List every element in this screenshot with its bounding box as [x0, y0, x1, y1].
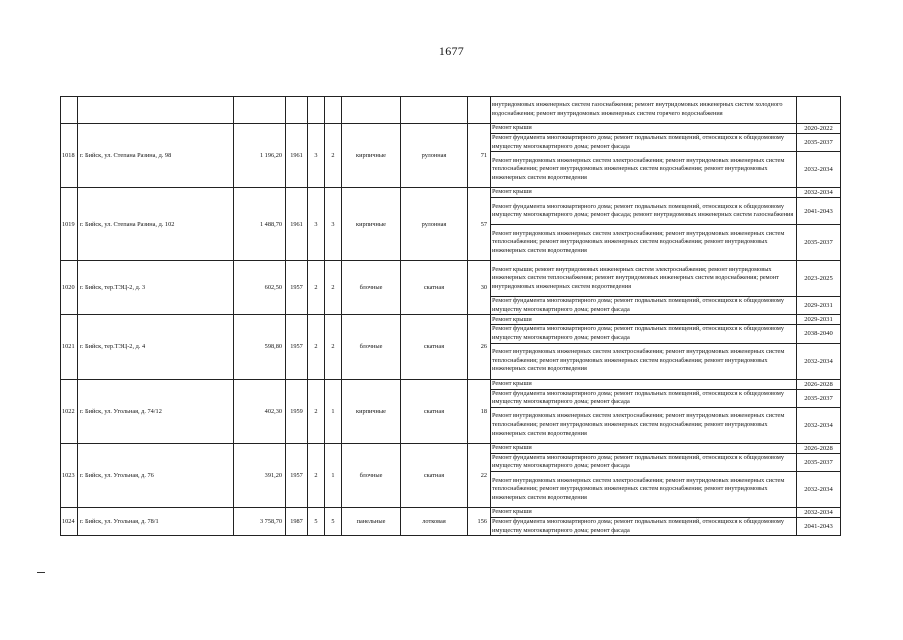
work-period: 2029-2031 [797, 297, 841, 315]
resident-count: 26 [468, 315, 491, 379]
work-period: 2026-2028 [797, 379, 841, 389]
work-description: Ремонт внутридомовых инженерных систем электроснабжения; ремонт внутридомовых инженерных систем теплоснабжения; ремонт внутридомовых инженерных систем водоснабжения; ремонт внутридомовых инженерных систем водоотведения [491, 152, 797, 188]
building-address: г. Бийск, ул. Степана Разина, д. 98 [78, 124, 234, 188]
table-row [61, 315, 841, 325]
floor-count: 3 [308, 188, 325, 261]
work-period: 2035-2037 [797, 225, 841, 261]
construction-year: 1959 [286, 379, 308, 443]
resident-count: 18 [468, 379, 491, 443]
empty-cell [286, 97, 308, 124]
margin-mark [37, 572, 45, 573]
empty-cell [401, 97, 468, 124]
construction-year: 1957 [286, 261, 308, 315]
work-period: 2032-2034 [797, 343, 841, 379]
work-description: Ремонт фундамента многоквартирного дома; ремонт подвальных помещений, относящихся к общедомовому имуществу многоквартирного дома; ремонт фасада [491, 389, 797, 407]
work-description: Ремонт крыши [491, 507, 797, 517]
work-period [797, 97, 841, 124]
work-description: Ремонт крыши [491, 443, 797, 453]
building-number: 1020 [61, 261, 78, 315]
continuation-row [61, 97, 841, 124]
work-description: Ремонт крыши [491, 379, 797, 389]
building-number: 1021 [61, 315, 78, 379]
work-description: Ремонт фундамента многоквартирного дома; ремонт подвальных помещений, относящихся к общедомовому имуществу многоквартирного дома; ремонт фасада [491, 517, 797, 535]
building-number: 1023 [61, 443, 78, 507]
work-description: внутридомовых инженерных систем газоснабжения; ремонт внутридомовых инженерных систем холодного водоснабжения; ремонт внутридомовых инженерных систем горячего водоснабжения [491, 97, 797, 124]
building-area: 602,50 [234, 261, 286, 315]
building-area: 1 488,70 [234, 188, 286, 261]
work-description: Ремонт крыши; ремонт внутридомовых инженерных систем электроснабжения; ремонт внутридомовых инженерных систем теплоснабжения; ремонт внутридомовых инженерных систем водоснабжения; ремонт внутридомовых инженерных систем водоотведения [491, 261, 797, 297]
building-address: г. Бийск, ул. Степана Разина, д. 102 [78, 188, 234, 261]
building-address: г. Бийск, ул. Угольная, д. 74/12 [78, 379, 234, 443]
entrance-count: 2 [325, 261, 342, 315]
construction-year: 1957 [286, 443, 308, 507]
work-period: 2041-2043 [797, 517, 841, 535]
wall-material: панельные [342, 507, 401, 535]
work-period: 2041-2043 [797, 198, 841, 225]
roof-type: рулонная [401, 124, 468, 188]
resident-count: 156 [468, 507, 491, 535]
wall-material: блочные [342, 261, 401, 315]
work-description: Ремонт внутридомовых инженерных систем электроснабжения; ремонт внутридомовых инженерных систем теплоснабжения; ремонт внутридомовых инженерных систем водоснабжения; ремонт внутридомовых инженерных систем водоотведения [491, 471, 797, 507]
entrance-count: 2 [325, 315, 342, 379]
resident-count: 71 [468, 124, 491, 188]
table-row [61, 379, 841, 389]
work-description: Ремонт крыши [491, 124, 797, 134]
empty-cell [78, 97, 234, 124]
work-description: Ремонт внутридомовых инженерных систем электроснабжения; ремонт внутридомовых инженерных систем теплоснабжения; ремонт внутридомовых инженерных систем водоснабжения; ремонт внутридомовых инженерных систем водоотведения [491, 225, 797, 261]
building-number: 1019 [61, 188, 78, 261]
work-period: 2023-2025 [797, 261, 841, 297]
roof-type: рулонная [401, 188, 468, 261]
work-period: 2032-2034 [797, 471, 841, 507]
entrance-count: 5 [325, 507, 342, 535]
entrance-count: 3 [325, 188, 342, 261]
roof-type: скатная [401, 379, 468, 443]
work-description: Ремонт фундамента многоквартирного дома; ремонт подвальных помещений, относящихся к общедомовому имуществу многоквартирного дома; ремонт фасада [491, 325, 797, 343]
empty-cell [468, 97, 491, 124]
empty-cell [61, 97, 78, 124]
building-number: 1018 [61, 124, 78, 188]
table-row [61, 124, 841, 134]
building-area: 3 758,70 [234, 507, 286, 535]
empty-cell [308, 97, 325, 124]
wall-material: кирпичные [342, 124, 401, 188]
empty-cell [234, 97, 286, 124]
floor-count: 5 [308, 507, 325, 535]
wall-material: блочные [342, 315, 401, 379]
work-period: 2032-2034 [797, 407, 841, 443]
resident-count: 57 [468, 188, 491, 261]
work-description: Ремонт фундамента многоквартирного дома; ремонт подвальных помещений, относящихся к общедомовому имуществу многоквартирного дома; ремонт фасада [491, 297, 797, 315]
construction-year: 1961 [286, 188, 308, 261]
entrance-count: 2 [325, 124, 342, 188]
resident-count: 22 [468, 443, 491, 507]
building-area: 598,80 [234, 315, 286, 379]
table-row [61, 507, 841, 517]
work-period: 2035-2037 [797, 389, 841, 407]
work-period: 2032-2034 [797, 507, 841, 517]
entrance-count: 1 [325, 443, 342, 507]
building-address: г. Бийск, тер.ТЭЦ-2, д. 4 [78, 315, 234, 379]
work-period: 2038-2040 [797, 325, 841, 343]
floor-count: 3 [308, 124, 325, 188]
resident-count: 30 [468, 261, 491, 315]
building-address: г. Бийск, ул. Угольная, д. 76 [78, 443, 234, 507]
work-description: Ремонт фундамента многоквартирного дома; ремонт подвальных помещений, относящихся к общедомовому имуществу многоквартирного дома; ремонт фасада [491, 453, 797, 471]
work-description: Ремонт крыши [491, 188, 797, 198]
construction-year: 1987 [286, 507, 308, 535]
roof-type: лотковая [401, 507, 468, 535]
work-period: 2020-2022 [797, 124, 841, 134]
work-description: Ремонт внутридомовых инженерных систем электроснабжения; ремонт внутридомовых инженерных систем теплоснабжения; ремонт внутридомовых инженерных систем водоснабжения; ремонт внутридомовых инженерных систем водоотведения [491, 343, 797, 379]
building-number: 1022 [61, 379, 78, 443]
work-period: 2032-2034 [797, 152, 841, 188]
empty-cell [325, 97, 342, 124]
work-description: Ремонт фундамента многоквартирного дома; ремонт подвальных помещений, относящихся к общедомовому имуществу многоквартирного дома; ремонт фасада [491, 134, 797, 152]
construction-year: 1961 [286, 124, 308, 188]
work-period: 2032-2034 [797, 188, 841, 198]
wall-material: блочные [342, 443, 401, 507]
roof-type: скатная [401, 261, 468, 315]
building-area: 391,20 [234, 443, 286, 507]
floor-count: 2 [308, 261, 325, 315]
roof-type: скатная [401, 443, 468, 507]
building-area: 402,30 [234, 379, 286, 443]
capital-repair-table [60, 96, 841, 536]
building-address: г. Бийск, тер.ТЭЦ-2, д. 3 [78, 261, 234, 315]
page-number: 1677 [438, 44, 465, 58]
work-period: 2035-2037 [797, 134, 841, 152]
roof-type: скатная [401, 315, 468, 379]
floor-count: 2 [308, 443, 325, 507]
table-row [61, 261, 841, 297]
table-row [61, 188, 841, 198]
building-address: г. Бийск, ул. Угольная, д. 78/1 [78, 507, 234, 535]
work-description: Ремонт фундамента многоквартирного дома; ремонт подвальных помещений, относящихся к общедомовому имуществу многоквартирного дома; ремонт фасада; ремонт внутридомовых инженерных систем газоснабжения [491, 198, 797, 225]
work-period: 2026-2028 [797, 443, 841, 453]
work-description: Ремонт внутридомовых инженерных систем электроснабжения; ремонт внутридомовых инженерных систем теплоснабжения; ремонт внутридомовых инженерных систем водоснабжения; ремонт внутридомовых инженерных систем водоотведения [491, 407, 797, 443]
work-period: 2029-2031 [797, 315, 841, 325]
building-number: 1024 [61, 507, 78, 535]
construction-year: 1957 [286, 315, 308, 379]
wall-material: кирпичные [342, 379, 401, 443]
empty-cell [342, 97, 401, 124]
floor-count: 2 [308, 315, 325, 379]
table-row [61, 443, 841, 453]
floor-count: 2 [308, 379, 325, 443]
work-period: 2035-2037 [797, 453, 841, 471]
entrance-count: 1 [325, 379, 342, 443]
work-description: Ремонт крыши [491, 315, 797, 325]
building-area: 1 196,20 [234, 124, 286, 188]
wall-material: кирпичные [342, 188, 401, 261]
